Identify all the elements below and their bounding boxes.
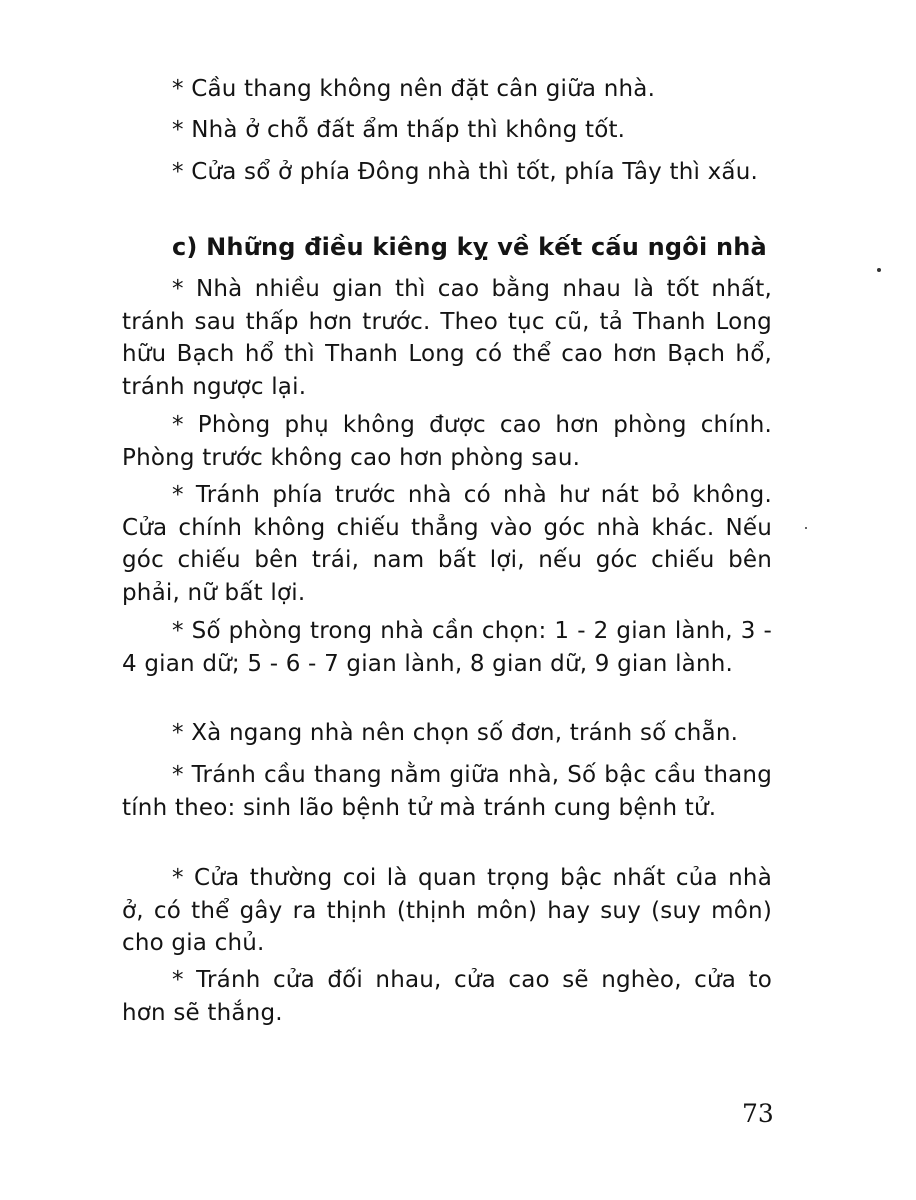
paragraph-damp-land: * Nhà ở chỗ đất ẩm thấp thì không tốt.	[172, 117, 626, 143]
scan-speck	[877, 268, 881, 272]
paragraph-room-count: * Số phòng trong nhà cần chọn: 1 - 2 gian lành, 3 - 4 gian dữ; 5 - 6 - 7 gian lành, 8 gian dữ, 9 gian lành.	[122, 618, 772, 677]
paragraph-staircase: * Cầu thang không nên đặt cân giữa nhà.	[172, 76, 656, 102]
section-heading: c) Những điều kiêng kỵ về kết cấu ngôi nhà	[172, 233, 767, 261]
page-number: 73	[742, 1099, 774, 1128]
paragraph-doors-importance: * Cửa thường coi là quan trọng bậc nhất của nhà ở, có thể gây ra thịnh (thịnh môn) hay suy (suy môn) cho gia chủ.	[122, 865, 772, 956]
paragraph-front-house: * Tránh phía trước nhà có nhà hư nát bỏ không. Cửa chính không chiếu thẳng vào góc nhà khác. Nếu góc chiếu bên trái, nam bất lợi, nếu góc chiếu bên phải, nữ bất lợi.	[122, 482, 772, 606]
paragraph-stair-steps: * Tránh cầu thang nằm giữa nhà, Số bậc cầu thang tính theo: sinh lão bệnh tử mà tránh cung bệnh tử.	[122, 762, 772, 821]
paragraph-side-rooms: * Phòng phụ không được cao hơn phòng chính. Phòng trước không cao hơn phòng sau.	[122, 412, 772, 471]
scan-speck	[805, 527, 807, 529]
paragraph-room-heights: * Nhà nhiều gian thì cao bằng nhau là tốt nhất, tránh sau thấp hơn trước. Theo tục cũ, tả Thanh Long hữu Bạch hổ thì Thanh Long có thể cao hơn Bạch hổ, tránh ngược lại.	[122, 276, 772, 400]
paragraph-window-direction: * Cửa sổ ở phía Đông nhà thì tốt, phía Tây thì xấu.	[172, 159, 758, 185]
paragraph-facing-doors: * Tránh cửa đối nhau, cửa cao sẽ nghèo, cửa to hơn sẽ thắng.	[122, 967, 772, 1026]
paragraph-crossbeams: * Xà ngang nhà nên chọn số đơn, tránh số chẵn.	[172, 720, 739, 746]
